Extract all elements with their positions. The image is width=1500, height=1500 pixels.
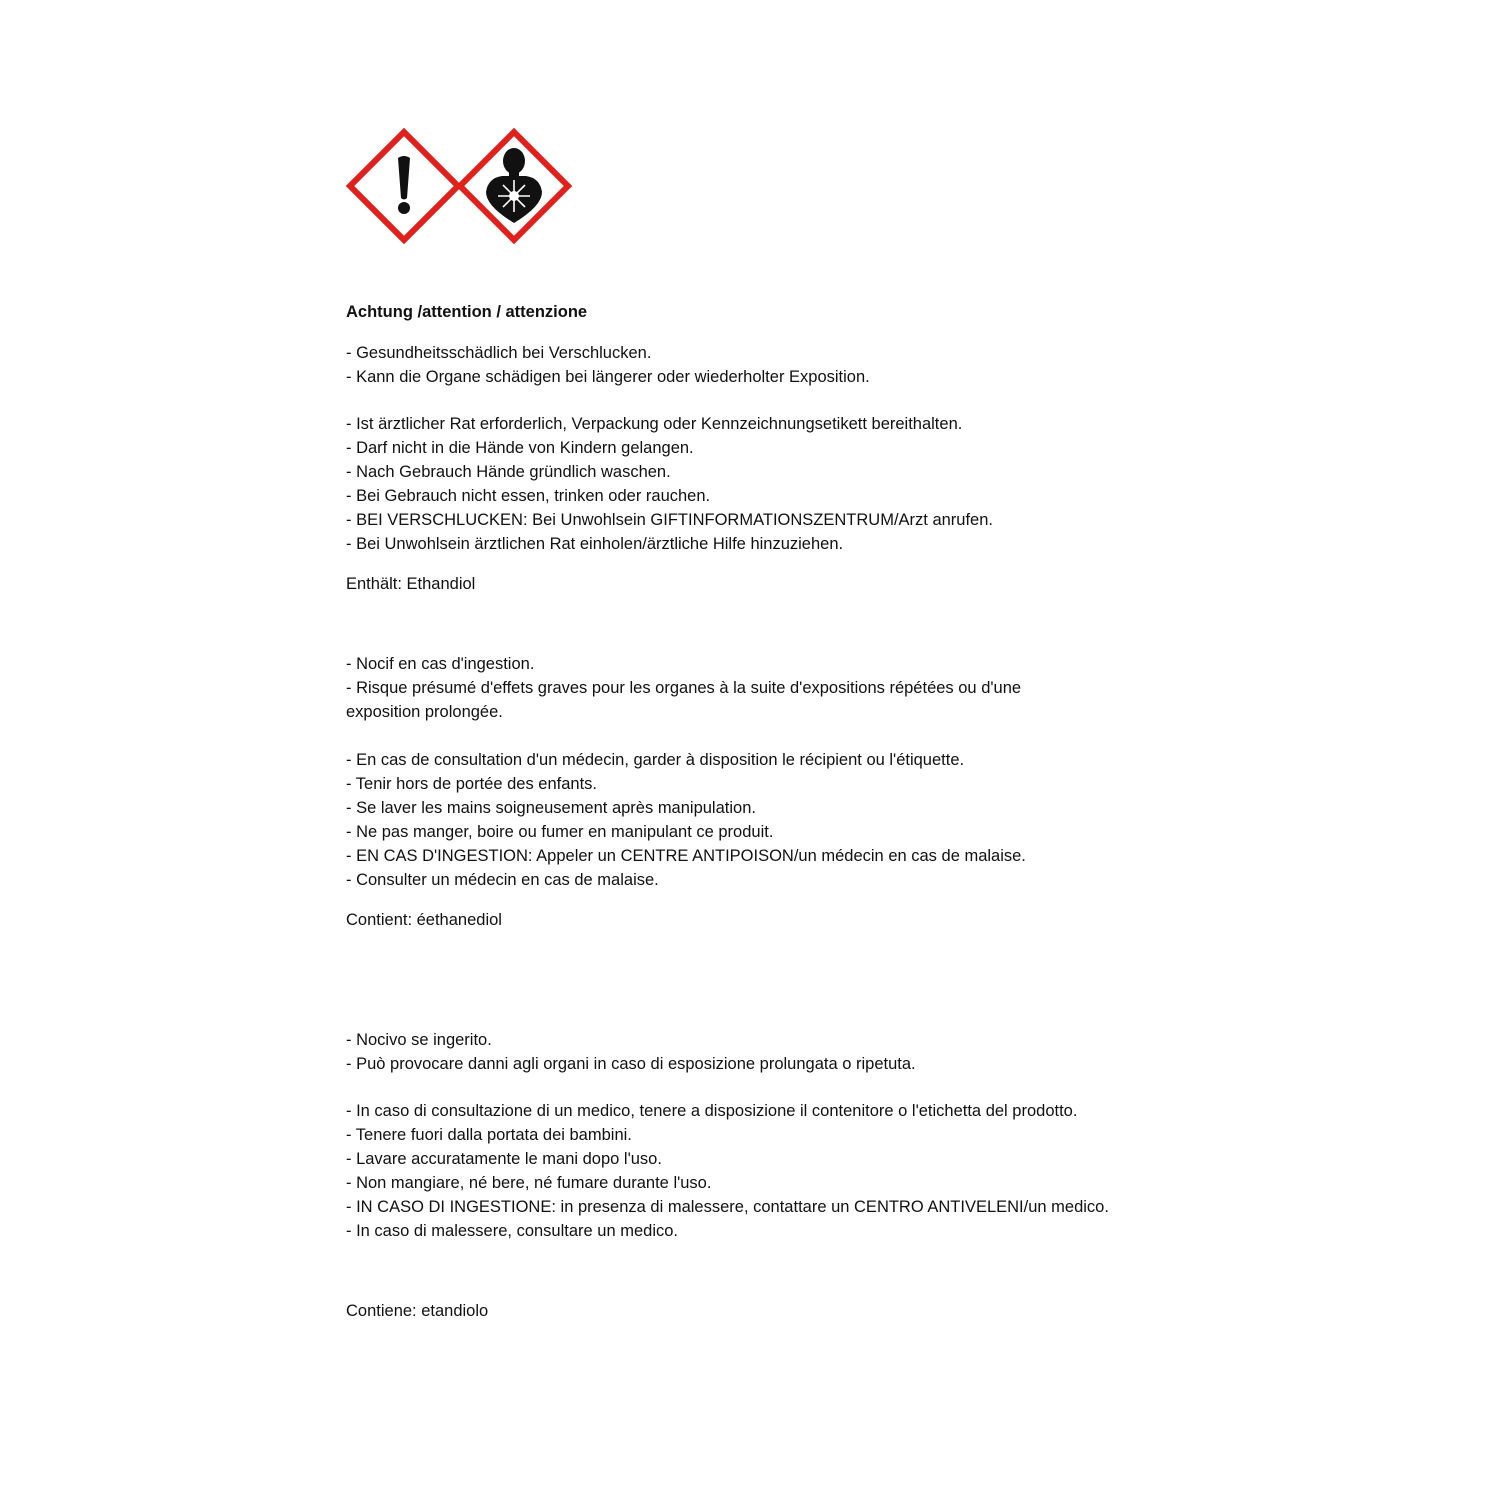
hazard-pictograms [346,128,576,244]
it-hazard-statements [346,1028,916,1076]
statement-line: - En cas de consultation d'un médecin, garder à disposition le récipient ou l'étiquette. [346,751,965,769]
statement-line: - Nach Gebrauch Hände gründlich waschen. [346,463,671,481]
statement-line: - Gesundheitsschädlich bei Verschlucken. [346,344,652,362]
statement-line: - Consulter un médecin en cas de malaise. [346,871,659,889]
de-precautionary-statements [346,412,993,556]
signal-word-heading: Achtung /attention / attenzione [346,303,588,321]
exclamation-mark-icon [346,128,462,244]
statement-line: - Bei Unwohlsein ärztlichen Rat einholen/ärztliche Hilfe hinzuziehen. [346,535,844,553]
fr-hazard-statements [346,652,1021,724]
statement-line: - Ne pas manger, boire ou fumer en manipulant ce produit. [346,823,774,841]
statement-line: - Darf nicht in die Hände von Kindern gelangen. [346,439,694,457]
statement-line: - IN CASO DI INGESTIONE: in presenza di malessere, contattare un CENTRO ANTIVELENI/un medico. [346,1198,1109,1216]
statement-line: - Se laver les mains soigneusement après manipulation. [346,799,756,817]
statement-line: - EN CAS D'INGESTION: Appeler un CENTRE ANTIPOISON/un médecin en cas de malaise. [346,847,1026,865]
statement-line: - Risque présumé d'effets graves pour les organes à la suite d'expositions répétées ou d'une [346,679,1022,697]
statement-line: - Nocif en cas d'ingestion. [346,655,535,673]
statement-line: - Kann die Organe schädigen bei längerer oder wiederholter Exposition. [346,368,870,386]
fr-contains: Contient: éethanediol [346,911,502,929]
statement-line: - Non mangiare, né bere, né fumare durante l'uso. [346,1174,712,1192]
statement-line: - In caso di consultazione di un medico, tenere a disposizione il contenitore o l'etichetta del prodotto. [346,1102,1078,1120]
statement-line: - Bei Gebrauch nicht essen, trinken oder rauchen. [346,487,711,505]
it-precautionary-statements [346,1099,1109,1243]
statement-line: - Può provocare danni agli organi in caso di esposizione prolungata o ripetuta. [346,1055,916,1073]
statement-line: - Lavare accuratamente le mani dopo l'uso. [346,1150,662,1168]
statement-line: - In caso di malessere, consultare un medico. [346,1222,678,1240]
statement-line: - Tenir hors de portée des enfants. [346,775,598,793]
statement-line: exposition prolongée. [346,703,503,721]
statement-line: - BEI VERSCHLUCKEN: Bei Unwohlsein GIFTINFORMATIONSZENTRUM/Arzt anrufen. [346,511,993,529]
de-contains: Enthält: Ethandiol [346,575,476,593]
fr-precautionary-statements [346,748,1026,892]
health-hazard-icon [456,128,572,244]
statement-line: - Nocivo se ingerito. [346,1031,492,1049]
statement-line: - Ist ärztlicher Rat erforderlich, Verpackung oder Kennzeichnungsetikett bereithalten. [346,415,963,433]
it-contains: Contiene: etandiolo [346,1302,489,1320]
statement-line: - Tenere fuori dalla portata dei bambini. [346,1126,632,1144]
de-hazard-statements [346,341,870,389]
